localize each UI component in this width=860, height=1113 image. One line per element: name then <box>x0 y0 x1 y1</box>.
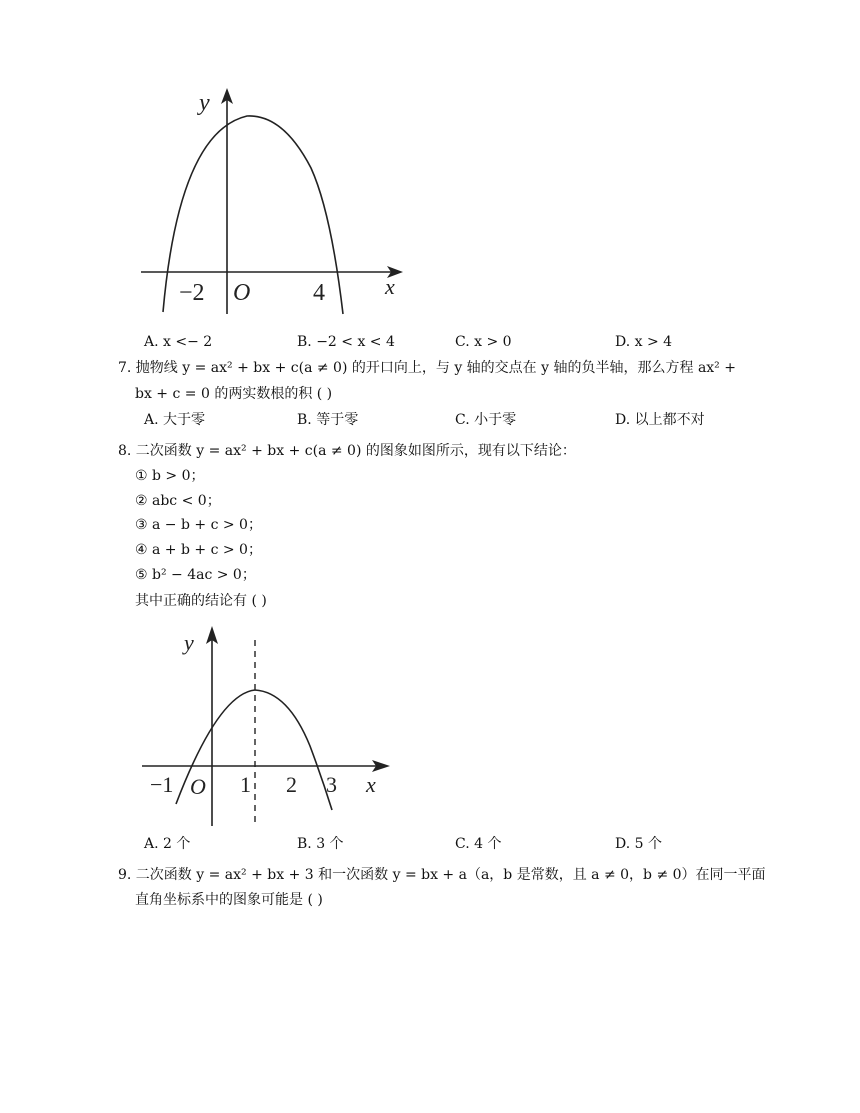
q8-question: 其中正确的结论有 ( ) <box>135 593 267 609</box>
q6-choice-c[interactable]: C. x > 0 <box>455 334 512 350</box>
tick-label-neg1: −1 <box>150 772 174 797</box>
y-axis-label: y <box>184 630 194 655</box>
figure-q6-parabola <box>135 82 415 320</box>
tick-label-1: 1 <box>240 772 251 797</box>
q8-choice-a[interactable]: A. 2 个 <box>144 836 191 852</box>
q8-choice-d[interactable]: D. 5 个 <box>615 836 662 852</box>
q7-stem-line2: bx + c = 0 的两实数根的积 ( ) <box>135 386 333 402</box>
tick-label-3: 3 <box>326 772 337 797</box>
q7-choice-c[interactable]: C. 小于零 <box>455 412 517 428</box>
origin-label: O <box>233 280 251 306</box>
tick-label-2: 2 <box>286 772 297 797</box>
q6-choice-b[interactable]: B. −2 < x < 4 <box>297 334 395 350</box>
q8-conclusion-5: ⑤ b² − 4ac > 0； <box>135 567 256 583</box>
q8-choice-c[interactable]: C. 4 个 <box>455 836 502 852</box>
q6-choice-a[interactable]: A. x <− 2 <box>144 334 213 350</box>
tick-label-4: 4 <box>313 280 325 306</box>
q8-conclusion-1: ① b > 0； <box>135 468 205 484</box>
q8-choice-b[interactable]: B. 3 个 <box>297 836 344 852</box>
q9-stem-line2: 直角坐标系中的图象可能是 ( ) <box>135 892 323 908</box>
y-axis-label: y <box>199 90 210 116</box>
origin-label: O <box>190 774 206 799</box>
x-axis-label: x <box>385 274 395 299</box>
q6-choice-d[interactable]: D. x > 4 <box>615 334 673 350</box>
q8-conclusion-4: ④ a + b + c > 0； <box>135 542 262 558</box>
q7-choice-b[interactable]: B. 等于零 <box>297 412 359 428</box>
q8-conclusion-3: ③ a − b + c > 0； <box>135 517 262 533</box>
q7-stem-line1: 7. 抛物线 y = ax² + bx + c(a ≠ 0) 的开口向上，与 y 轴的交点在 y 轴的负半轴，那么方程 ax² + <box>118 360 736 376</box>
q8-stem: 8. 二次函数 y = ax² + bx + c(a ≠ 0) 的图象如图所示，现有以下结论： <box>118 443 576 459</box>
tick-label-neg2: −2 <box>179 280 205 306</box>
q7-choice-a[interactable]: A. 大于零 <box>144 412 206 428</box>
q9-stem-line1: 9. 二次函数 y = ax² + bx + 3 和一次函数 y = bx + a（a，b 是常数，且 a ≠ 0，b ≠ 0）在同一平面 <box>118 867 766 883</box>
x-axis-label: x <box>366 772 376 797</box>
q8-conclusion-2: ② abc < 0； <box>135 493 221 509</box>
q7-choice-d[interactable]: D. 以上都不对 <box>615 412 705 428</box>
figure-q8-parabola <box>138 622 400 830</box>
